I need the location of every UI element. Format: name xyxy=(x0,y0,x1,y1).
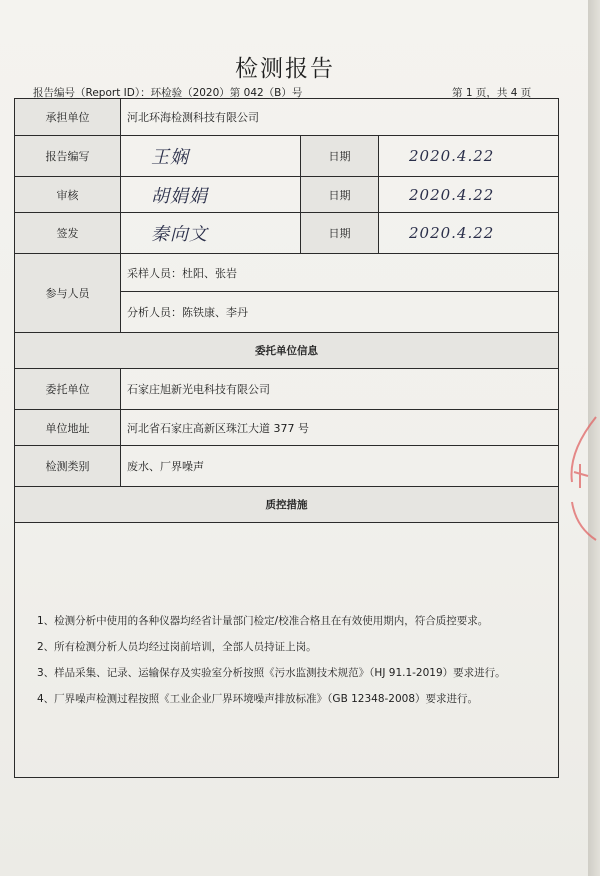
qc-item: 4、厂界噪声检测过程按照《工业企业厂界环境噪声排放标准》（GB 12348-2008）要求进行。 xyxy=(37,693,479,705)
qc-item: 2、所有检测分析人员均经过岗前培训，全部人员持证上岗。 xyxy=(37,641,317,653)
approved-by-signature: 秦向文 xyxy=(121,213,301,254)
row-undertaking-unit xyxy=(15,99,559,136)
page-title: 检测报告 xyxy=(235,56,335,82)
client-section-heading: 委托单位信息 xyxy=(15,333,559,369)
row-category xyxy=(15,446,559,487)
prepared-by-label: 报告编写 xyxy=(15,136,121,177)
row-client-heading xyxy=(15,333,559,369)
row-qc-measures xyxy=(15,523,559,778)
category-value: 废水、厂界噪声 xyxy=(121,446,559,487)
row-approved-by xyxy=(15,213,559,254)
reviewed-date: 2020.4.22 xyxy=(379,177,559,213)
reviewed-by-signature: 胡娟娟 xyxy=(121,177,301,213)
report-table xyxy=(14,98,559,778)
qc-item: 3、样品采集、记录、运输保存及实验室分析按照《污水监测技术规范》（HJ 91.1-2019）要求进行。 xyxy=(37,667,506,679)
qc-item: 1、检测分析中使用的各种仪器均经省计量部门检定/校准合格且在有效使用期内，符合质控要求。 xyxy=(37,615,489,627)
qc-section-heading: 质控措施 xyxy=(15,487,559,523)
red-stamp xyxy=(566,412,600,542)
prepared-by-signature: 王娴 xyxy=(121,136,301,177)
prepared-date: 2020.4.22 xyxy=(379,136,559,177)
row-prepared-by xyxy=(15,136,559,177)
stamp-arcs xyxy=(566,412,600,542)
approved-by-label: 签发 xyxy=(15,213,121,254)
analysis-staff: 分析人员：陈铁康、李丹 xyxy=(121,292,559,333)
approved-date-label: 日期 xyxy=(301,213,379,254)
undertaking-unit-label: 承担单位 xyxy=(15,99,121,136)
address-value: 河北省石家庄高新区珠江大道 377 号 xyxy=(121,410,559,446)
participants-label: 参与人员 xyxy=(15,254,121,333)
approved-date: 2020.4.22 xyxy=(379,213,559,254)
client-value: 石家庄旭新光电科技有限公司 xyxy=(121,369,559,410)
undertaking-unit-value: 河北环海检测科技有限公司 xyxy=(121,99,559,136)
row-address xyxy=(15,410,559,446)
sampling-staff: 采样人员：杜阳、张岩 xyxy=(121,254,559,292)
report-id: 报告编号（Report ID）：环检验（2020）第 042（B）号 xyxy=(33,87,303,99)
row-reviewed-by xyxy=(15,177,559,213)
row-client xyxy=(15,369,559,410)
reviewed-date-label: 日期 xyxy=(301,177,379,213)
prepared-date-label: 日期 xyxy=(301,136,379,177)
qc-measures-list xyxy=(15,523,558,706)
page-info: 第 1 页，共 4 页 xyxy=(452,87,532,99)
category-label: 检测类别 xyxy=(15,446,121,487)
row-sampling xyxy=(15,254,559,292)
client-label: 委托单位 xyxy=(15,369,121,410)
reviewed-by-label: 审核 xyxy=(15,177,121,213)
row-qc-heading xyxy=(15,487,559,523)
address-label: 单位地址 xyxy=(15,410,121,446)
